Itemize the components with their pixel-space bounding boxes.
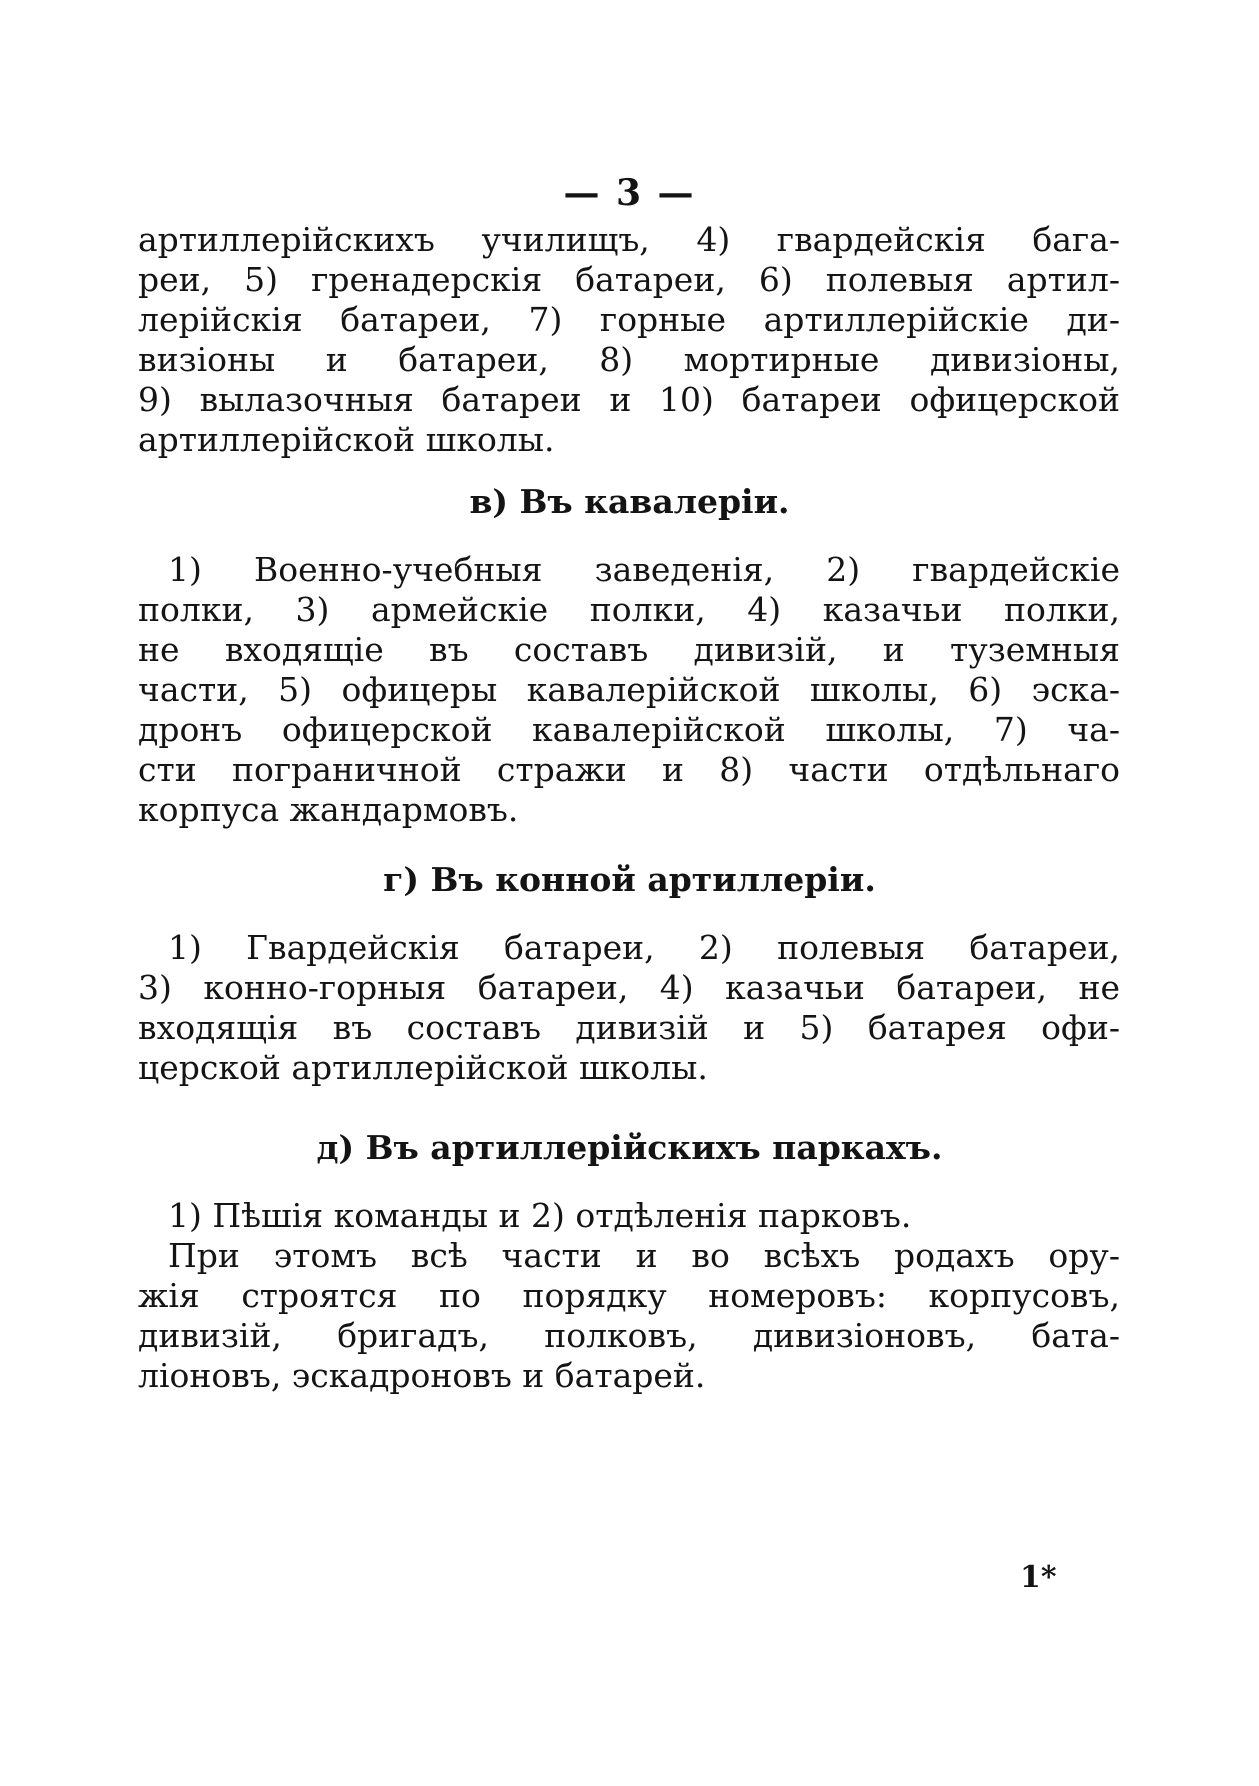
text-line: визіоны и батареи, 8) мортирные дивизіоны,	[138, 340, 1120, 379]
section-heading-horse-artillery: г) Въ конной артиллеріи.	[383, 860, 876, 899]
paragraph-artillery-parks	[138, 1196, 1120, 1396]
text-line: церской артиллерійской школы.	[138, 1048, 708, 1087]
text-line: корпуса жандармовъ.	[138, 790, 519, 829]
text-line: дронъ офицерской кавалерійской школы, 7) ча-	[138, 710, 1120, 749]
page-number: — 3 —	[563, 172, 696, 214]
text-line: реи, 5) гренадерскія батареи, 6) полевыя артил-	[138, 260, 1120, 299]
text-line: 1) Гвардейскія батареи, 2) полевыя батареи,	[168, 928, 1120, 967]
text-line: полки, 3) армейскіе полки, 4) казачьи полки,	[138, 590, 1120, 629]
text-line: 1) Военно-учебныя заведенія, 2) гвардейскіе	[168, 550, 1120, 589]
text-line: части, 5) офицеры кавалерійской школы, 6) эска-	[138, 670, 1120, 709]
text-line: ліоновъ, эскадроновъ и батарей.	[138, 1356, 706, 1395]
text-line: 9) вылазочныя батареи и 10) батареи офицерской	[138, 380, 1120, 419]
text-line: артиллерійскихъ училищъ, 4) гвардейскія бага-	[138, 220, 1120, 259]
text-line: сти пограничной стражи и 8) части отдѣльнаго	[138, 750, 1120, 789]
text-line: 3) конно-горныя батареи, 4) казачьи батареи, не	[138, 968, 1120, 1007]
text-line: лерійскія батареи, 7) горные артиллерійскіе ди-	[138, 300, 1120, 339]
text-line: не входящіе въ составъ дивизій, и туземныя	[138, 630, 1120, 669]
text-line: жія строятся по порядку номеровъ: корпусовъ,	[138, 1276, 1120, 1315]
text-line: дивизій, бригадъ, полковъ, дивизіоновъ, бата-	[138, 1316, 1120, 1355]
text-line: При этомъ всѣ части и во всѣхъ родахъ ору-	[168, 1236, 1120, 1275]
text-line: 1) Пѣшія команды и 2) отдѣленія парковъ.	[168, 1196, 912, 1235]
section-heading-cavalry: в) Въ кавалеріи.	[469, 482, 790, 521]
printer-signature-mark: 1*	[1020, 1560, 1057, 1595]
paragraph-horse-artillery	[138, 928, 1120, 1088]
paragraph-cavalry	[138, 550, 1120, 830]
text-line: входящія въ составъ дивизій и 5) батарея офи-	[138, 1008, 1120, 1047]
section-heading-artillery-parks: д) Въ артиллерійскихъ паркахъ.	[316, 1128, 943, 1167]
paragraph-artillery-continuation	[138, 220, 1120, 460]
text-line: артиллерійской школы.	[138, 420, 555, 459]
